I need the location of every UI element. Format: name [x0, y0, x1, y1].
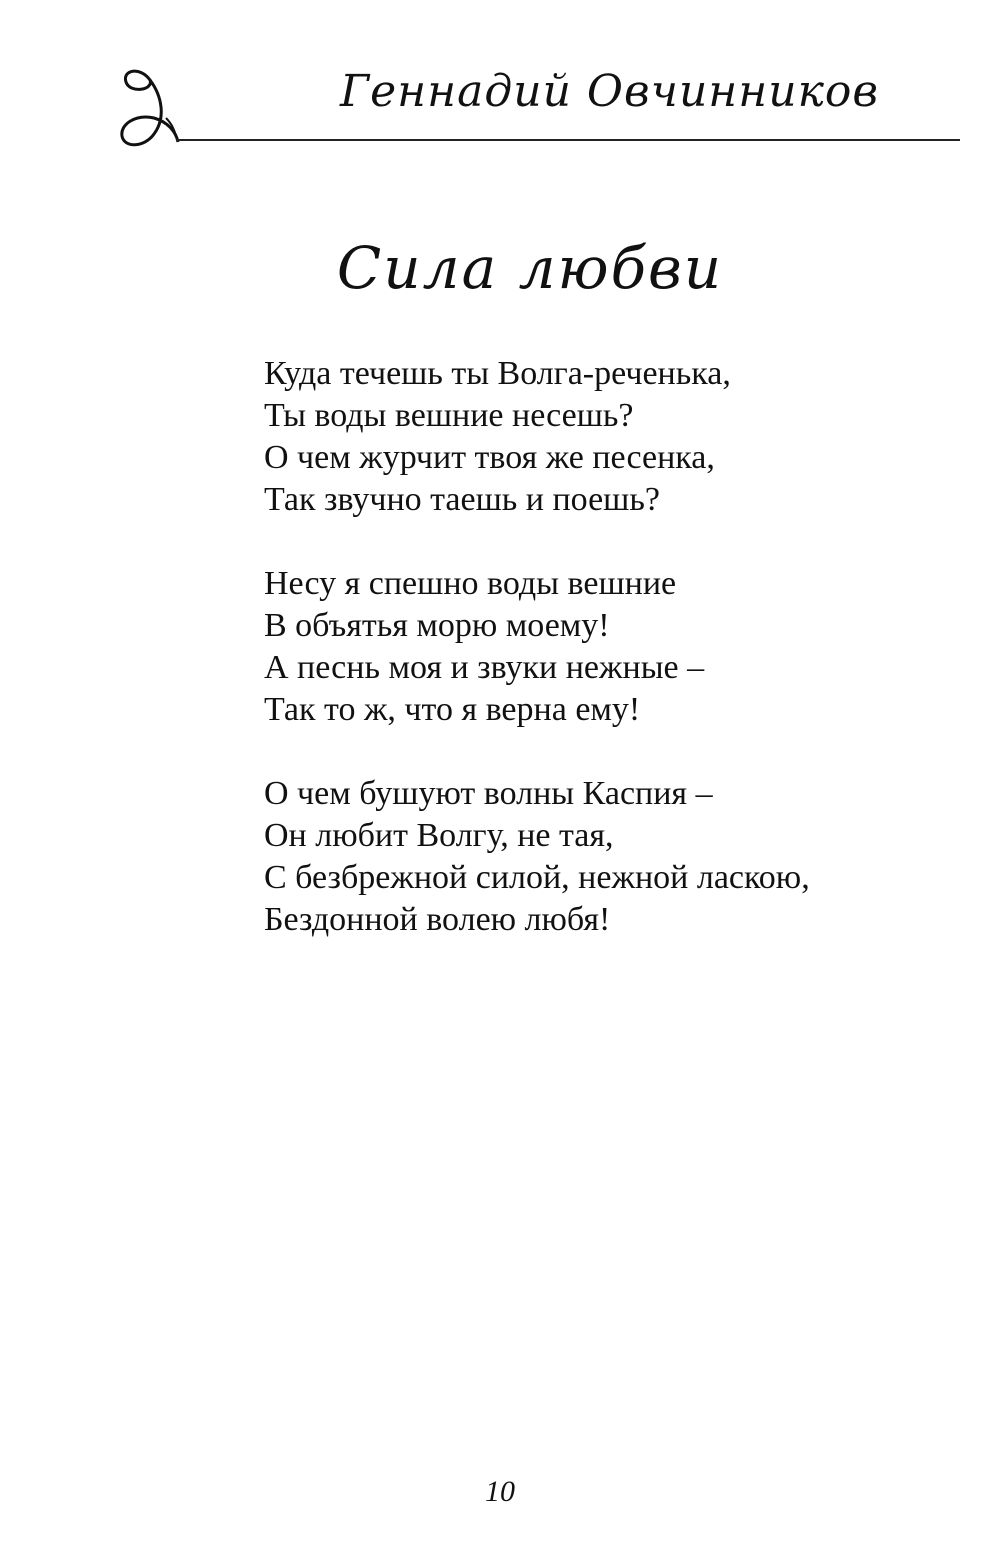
poem-line: А песнь моя и звуки нежные – — [264, 649, 705, 686]
stanza — [264, 773, 904, 941]
poem-body — [264, 353, 904, 983]
page-number: 10 — [485, 1475, 515, 1508]
poem-line: Так звучно таешь и поешь? — [264, 481, 660, 518]
stanza — [264, 563, 904, 731]
header-rule — [176, 139, 960, 141]
poem-line: С безбрежной силой, нежной ласкою, — [264, 859, 810, 896]
poem-line: Несу я спешно воды вешние — [264, 565, 677, 602]
poem-line: О чем журчит твоя же песенка, — [264, 439, 715, 476]
poem-line: Куда течешь ты Волга-реченька, — [264, 355, 731, 392]
poem-line: Так то ж, что я верна ему! — [264, 691, 641, 728]
stanza — [264, 353, 904, 521]
page-header — [0, 0, 1000, 180]
author-name: Геннадий Овчинников — [340, 66, 879, 117]
poem-line: Он любит Волгу, не тая, — [264, 817, 614, 854]
script-letter-ornament-icon — [110, 62, 190, 158]
poem-title: Сила любви — [336, 234, 724, 302]
poem-line: Ты воды вешние несешь? — [264, 397, 634, 434]
poem-line: В объятья морю моему! — [264, 607, 610, 644]
poem-line: Бездонной волею любя! — [264, 901, 611, 938]
poem-line: О чем бушуют волны Каспия – — [264, 775, 713, 812]
